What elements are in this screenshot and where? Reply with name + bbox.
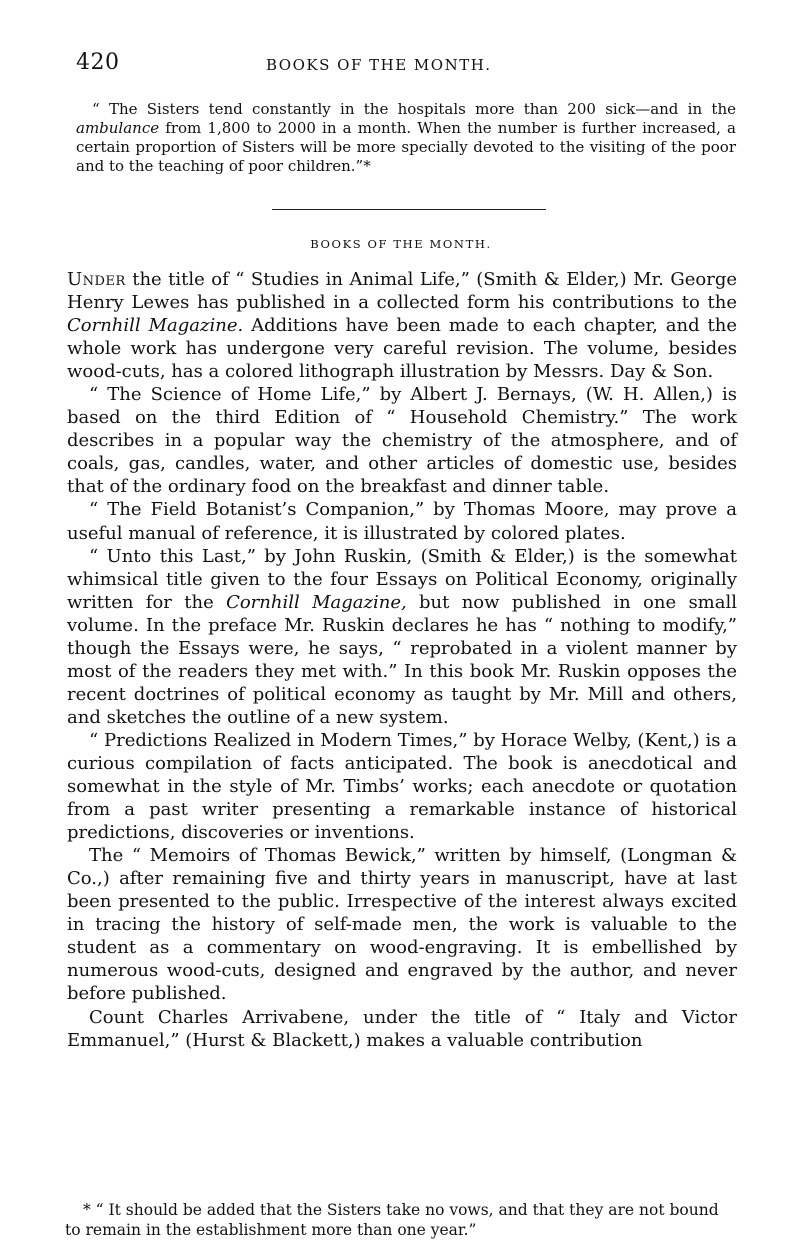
section-heading: BOOKS OF THE MONTH. [310, 237, 492, 251]
paragraph-text: Additions have been made to each chapter, and the whole work has undergone very careful revision. The volume, besides wood-cuts, has a colored lithograph illustration by Messrs. Day & Son. [67, 315, 737, 383]
paragraph-lead-word: Under [67, 269, 126, 290]
paragraph-italic-title: Cornhill Magazine, [226, 591, 407, 613]
paragraph-text: but now published in one small volume. In the preface Mr. Ruskin declares he has “ nothing to modify,” though the Essays were, he says, “ reprobated in a violent manner by most of the readers they met with.” In this book Mr. Ruskin opposes the recent doctrines of political economy as taught by Mr. Mill and others, and sketches the outline of a new system. [67, 591, 737, 728]
paragraph-bernays: “ The Science of Home Life,” by Albert J. Bernays, (W. H. Allen,) is based on the third Edition of “ Household Chemistry.” The work describes in a popular way the chemistry of the atmosphere, and of coals, gas, candles, water, and other articles of domestic use, besides that of the ordinary food on the breakfast and dinner table. [67, 384, 737, 498]
section-divider-rule [272, 209, 546, 210]
article-body [67, 268, 737, 1052]
quoted-passage [76, 100, 736, 176]
running-title: BOOKS OF THE MONTH. [266, 56, 492, 74]
paragraph-ruskin [67, 545, 737, 729]
paragraph-moore: “ The Field Botanist’s Companion,” by Thomas Moore, may prove a useful manual of reference, it is illustrated by colored plates. [67, 499, 737, 544]
quote-italic-word: ambulance [76, 119, 160, 137]
paragraph-text: “ Unto this Last,” by John Ruskin, (Smith & Elder,) is the somewhat whimsical title given to the four Essays on Political Economy, originally written for the [67, 545, 737, 613]
paragraph-welby: “ Predictions Realized in Modern Times,” by Horace Welby, (Kent,) is a curious compilation of facts anticipated. The book is anecdotical and somewhat in the style of Mr. Timbs’ works; each anecdote or quotation from a past writer presenting a remarkable instance of historical predictions, discoveries or inventions. [67, 729, 737, 844]
paragraph-italic-title: Cornhill Magazine. [67, 315, 244, 337]
quote-text-part2: from 1,800 to 2000 in a month. When the number is further increased, a certain proportion of Sisters will be more specially devoted to the visiting of the poor and to the teaching of poor children.”* [76, 119, 736, 175]
paragraph-arrivabene: Count Charles Arrivabene, under the title of “ Italy and Victor Emmanuel,” (Hurst & Blackett,) makes a valuable contribution [67, 1006, 737, 1051]
paragraph-bewick: The “ Memoirs of Thomas Bewick,” written by himself, (Longman & Co.,) after remaining five and thirty years in manuscript, have at last been presented to the public. Irrespective of the interest always excited in tracing the history of self-made men, the work is valuable to the student as a commentary on wood-engraving. It is embellished by numerous wood-cuts, designed and engraved by the author, and never before published. [67, 845, 737, 1005]
footnote: * “ It should be added that the Sisters take no vows, and that they are not bound to remain in the establishment more than one year.” [65, 1201, 719, 1239]
page-number: 420 [76, 50, 120, 75]
quote-text-part1: “ The Sisters tend constantly in the hospitals more than 200 sick—and in the [92, 100, 736, 118]
paragraph-lewes [67, 268, 737, 383]
paragraph-text: the title of “ Studies in Animal Life,” (Smith & Elder,) Mr. George Henry Lewes has published in a collected form his contributions to the [67, 269, 737, 314]
running-head [76, 50, 736, 80]
